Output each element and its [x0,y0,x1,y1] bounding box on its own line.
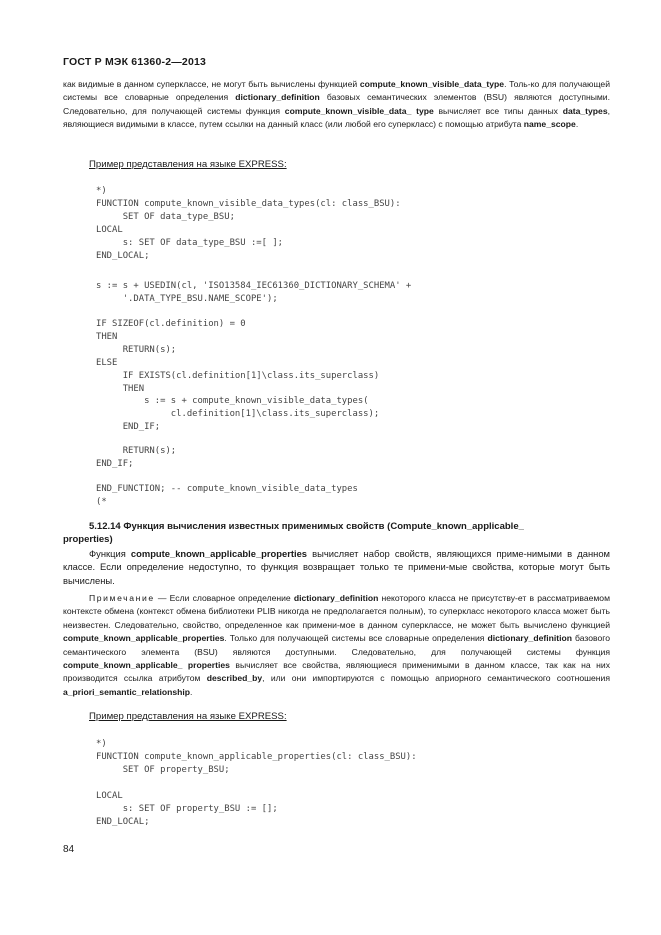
attribute-name: described_by [206,673,263,684]
attribute-name: data_types [562,105,608,116]
text-run: , или они импортируются с помощью априорного семантического соотношения [262,673,610,684]
text-run: вычисляет набор свойств, являющихся приме-нимыми в данном классе. Если определение недоступно, то функция возвращает только те примени-мые свойства, которые могут быть вычислены. [63,548,610,586]
text-run: базового семантического элемента (BSU) являются доступными. Следовательно, для получающей системы функция [63,633,610,657]
text-run: . [190,686,193,697]
function-name: compute_known_visible_data_ type [284,105,434,116]
function-name: compute_known_applicable_ properties [63,660,230,671]
attribute-name: name_scope [523,119,576,130]
code-block-1b: s := s + USEDIN(cl, 'ISO13584_IEC61360_DICTIONARY_SCHEMA' + '.DATA_TYPE_BSU.NAME_SCOPE'); [96,281,412,304]
page-number: 84 [63,844,75,855]
attribute-name: a_priori_semantic_relationship [63,686,191,697]
text-run: . Только для получающей системы все словарные определения [224,633,488,644]
code-block-2b: LOCAL s: SET OF property_BSU := []; END_LOCAL; [96,791,278,827]
code-block-1a: *) FUNCTION compute_known_visible_data_types(cl: class_BSU): SET OF data_type_BSU; LOCAL s: SET OF data_type_BSU :=[ ]; END_LOCAL; [96,186,401,261]
document-header: ГОСТ Р МЭК 61360-2—2013 [63,56,207,68]
text-run: как видимые в данном суперклассе, не могут быть вычислены функцией [63,79,360,89]
attribute-name: dictionary_definition [293,593,379,603]
function-name: compute_known_applicable_properties [130,548,308,559]
intro-paragraph [63,78,610,132]
text-run: — [154,593,170,603]
code-block-1c: IF SIZEOF(cl.definition) = 0 THEN RETURN(s); ELSE IF EXISTS(cl.definition[1]\class.its_superclass) THEN s := s + compute_known_visible_data_types( cl.definition[1]\class.its_superclass); END_IF; [96,319,380,433]
text-run: . [575,119,579,130]
text-run: вычисляет все свойства, являющиеся применимыми в данном классе, так как на них производится ссылка атрибутом [63,660,610,684]
text-run: базовых семантических элементов (BSU) являются доступными. Следовательно, для получающей системы функция [63,92,610,116]
section-title-line-2: properties) [63,534,113,545]
attribute-name: dictionary_definition [487,633,572,644]
example-label-2: Пример представления на языке EXPRESS: [89,711,287,722]
section-title-line-1: 5.12.14 Функция вычисления известных применимых свойств (Compute_known_applicable_ [89,521,524,532]
text-run: вычисляет все типы данных [433,105,563,116]
function-name: compute_known_visible_data_type [359,79,505,89]
text-run: Функция [89,548,131,559]
code-block-2a: *) FUNCTION compute_known_applicable_properties(cl: class_BSU): SET OF property_BSU; [96,739,417,775]
text-run: Если словарное определение [169,593,294,603]
note-paragraph [63,592,610,699]
text-run: , являющиеся видимыми в классе, путем ссылки на данный класс (или любой его суперкласс) с помощью атрибута [63,105,610,130]
note-label: Примечание [89,593,155,603]
text-run: . Толь-ко для получающей системы все словарные определения [63,79,610,103]
section-heading [63,520,610,546]
function-name: compute_known_applicable_properties [63,633,225,644]
code-block-1d: RETURN(s); END_IF; [96,446,177,469]
example-label-1: Пример представления на языке EXPRESS: [89,159,287,170]
attribute-name: dictionary_definition [235,92,320,103]
section-paragraph [63,547,610,587]
code-block-1e: END_FUNCTION; -- compute_known_visible_data_types (* [96,484,358,507]
text-run: некоторого класса не присутству-ет в рассматриваемом контексте обмена (контекст обмена библиотеки PLIB никогда не предполагается полным), то суперкласс некоторого класса может быть неизвестен. Следовательно, свойство, определенное как примени-мое в данном суперклассе, не может быть вычислено функцией [63,593,610,630]
